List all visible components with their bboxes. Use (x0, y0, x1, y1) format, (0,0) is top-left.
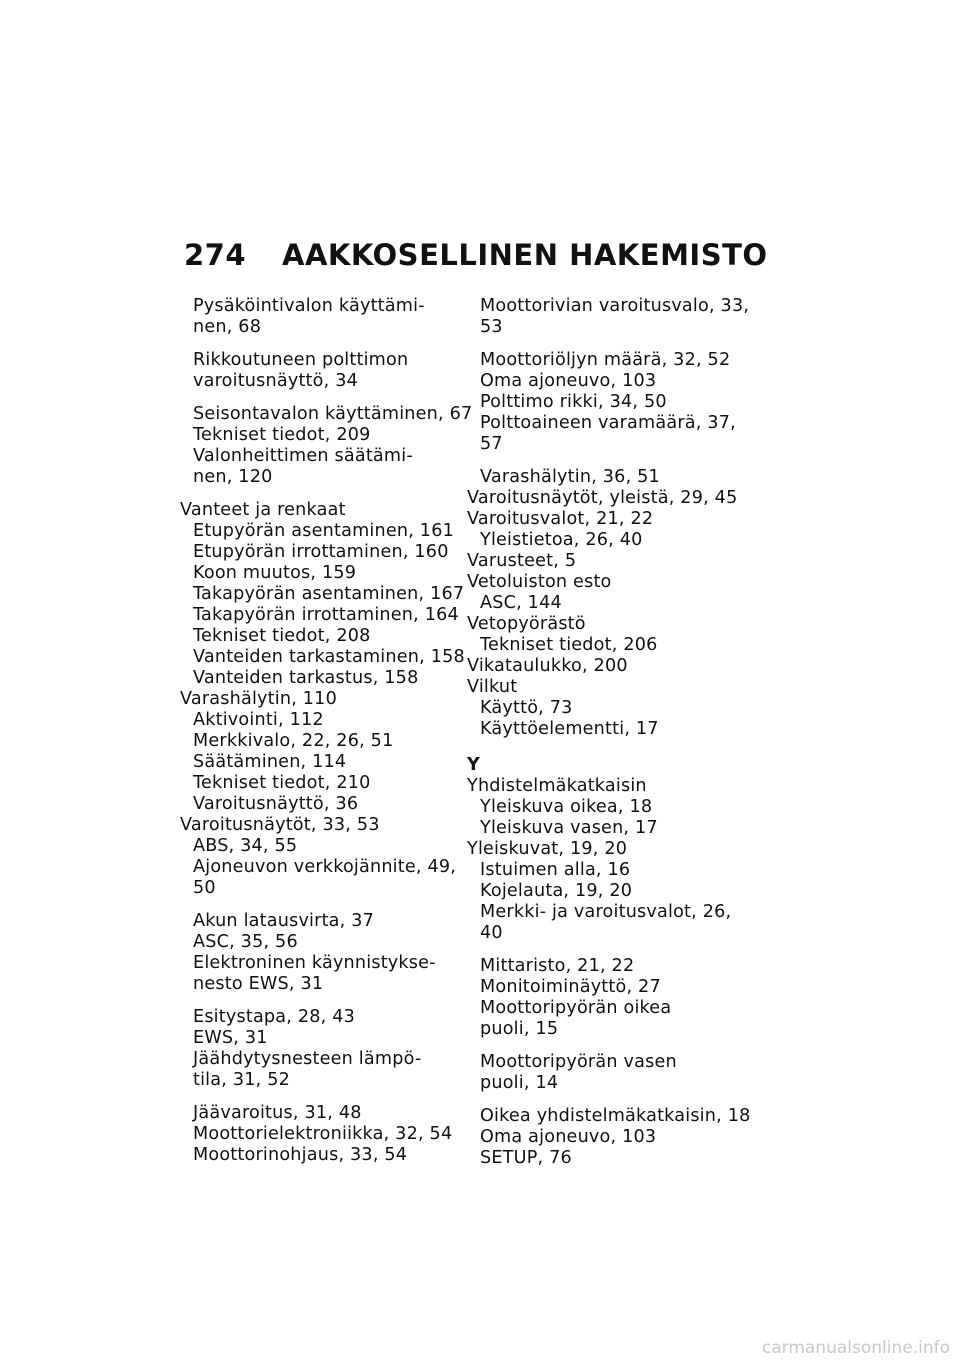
page-title: AAKKOSELLINEN HAKEMISTO (282, 238, 768, 272)
index-column-left (180, 296, 473, 1166)
index-subentry: Moottoriöljyn määrä, 32, 52 (480, 350, 731, 370)
index-entry: Varoitusnäytöt, yleistä, 29, 45 (467, 488, 738, 508)
index-subentry: Moottorielektroniikka, 32, 54 (193, 1124, 453, 1144)
index-subentry: Polttimo rikki, 34, 50 (480, 392, 667, 412)
index-subentry: Jäävaroitus, 31, 48 (193, 1103, 362, 1123)
index-subentry: EWS, 31 (193, 1028, 268, 1048)
watermark: carmanualsonline.info (761, 1338, 950, 1358)
index-entry: Yleiskuvat, 19, 20 (467, 839, 628, 859)
index-subentry: ASC, 144 (480, 593, 562, 613)
index-subentry: Käyttöelementti, 17 (480, 719, 659, 739)
index-subentry: nen, 68 (193, 317, 262, 337)
index-subentry: Esitystapa, 28, 43 (193, 1007, 356, 1027)
index-subentry: Pysäköintivalon käyttämi- (193, 296, 425, 316)
index-subentry: 57 (480, 434, 503, 454)
entry-spacer (180, 995, 452, 1007)
index-subentry: Polttoaineen varamäärä, 37, (480, 413, 736, 433)
index-subentry: Akun latausvirta, 37 (193, 911, 375, 931)
index-subentry: Moottoripyörän oikea (480, 998, 672, 1018)
index-subentry: Monitoiminäyttö, 27 (480, 977, 661, 997)
index-subentry: 50 (193, 878, 216, 898)
entry-spacer (467, 455, 747, 467)
entry-spacer (180, 338, 452, 350)
index-subentry: Tekniset tiedot, 210 (193, 773, 371, 793)
index-subentry: Säätäminen, 114 (193, 752, 347, 772)
entry-spacer (467, 944, 747, 956)
index-subentry: Varashälytin, 36, 51 (480, 467, 660, 487)
index-subentry: nesto EWS, 31 (193, 974, 324, 994)
index-subentry: Valonheittimen säätämi- (193, 446, 413, 466)
entry-spacer (467, 740, 747, 752)
index-entry: Vanteet ja renkaat (180, 500, 346, 520)
index-entry: Vetoluiston esto (467, 572, 612, 592)
index-entry: Yhdistelmäkatkaisin (467, 776, 647, 796)
index-subentry: 53 (480, 317, 503, 337)
index-entry: Vikataulukko, 200 (467, 656, 628, 676)
index-subentry: puoli, 14 (480, 1073, 559, 1093)
entry-spacer (180, 1091, 452, 1103)
index-subentry: Koon muutos, 159 (193, 563, 357, 583)
index-subentry: Varoitusnäyttö, 36 (193, 794, 359, 814)
index-subentry: ABS, 34, 55 (193, 836, 298, 856)
index-subentry: Merkki- ja varoitusvalot, 26, (480, 902, 732, 922)
index-subentry: Vanteiden tarkastus, 158 (193, 668, 419, 688)
index-subentry: Seisontavalon käyttäminen, 67 (193, 404, 473, 424)
index-subentry: Takapyörän asentaminen, 167 (193, 584, 465, 604)
index-entry: Varashälytin, 110 (180, 689, 337, 709)
index-subentry: 40 (480, 923, 503, 943)
index-subentry: Etupyörän irrottaminen, 160 (193, 542, 449, 562)
index-subentry: Oma ajoneuvo, 103 (480, 1127, 657, 1147)
index-subentry: Yleiskuva vasen, 17 (480, 818, 658, 838)
index-subentry: puoli, 15 (480, 1019, 559, 1039)
index-subentry: Tekniset tiedot, 209 (193, 425, 371, 445)
index-subentry: Yleistietoa, 26, 40 (480, 530, 643, 550)
index-subentry: Oikea yhdistelmäkatkaisin, 18 (480, 1106, 751, 1126)
index-column-right (467, 296, 751, 1169)
index-entry: Varusteet, 5 (467, 551, 577, 571)
index-subentry: Aktivointi, 112 (193, 710, 324, 730)
entry-spacer (467, 338, 747, 350)
page-number: 274 (184, 238, 247, 272)
index-subentry: Elektroninen käynnistykse- (193, 953, 436, 973)
index-subentry: Jäähdytysnesteen lämpö- (193, 1049, 422, 1069)
index-entry: Vetopyörästö (467, 614, 586, 634)
index-subentry: SETUP, 76 (480, 1148, 572, 1168)
index-letter-heading: Y (467, 755, 480, 775)
entry-spacer (180, 488, 452, 500)
index-subentry: tila, 31, 52 (193, 1070, 291, 1090)
index-subentry: Tekniset tiedot, 208 (193, 626, 371, 646)
index-entry: Varoitusnäytöt, 33, 53 (180, 815, 380, 835)
index-subentry: nen, 120 (193, 467, 273, 487)
index-subentry: Ajoneuvon verkkojännite, 49, (193, 857, 457, 877)
index-subentry: Rikkoutuneen polttimon (193, 350, 409, 370)
entry-spacer (467, 1094, 747, 1106)
index-subentry: Merkkivalo, 22, 26, 51 (193, 731, 394, 751)
index-entry: Varoitusvalot, 21, 22 (467, 509, 654, 529)
index-subentry: Takapyörän irrottaminen, 164 (193, 605, 459, 625)
entry-spacer (180, 899, 452, 911)
index-subentry: Moottoripyörän vasen (480, 1052, 677, 1072)
index-subentry: Tekniset tiedot, 206 (480, 635, 658, 655)
index-subentry: Oma ajoneuvo, 103 (480, 371, 657, 391)
index-subentry: Moottorivian varoitusvalo, 33, (480, 296, 750, 316)
index-subentry: Etupyörän asentaminen, 161 (193, 521, 454, 541)
index-subentry: Käyttö, 73 (480, 698, 573, 718)
index-subentry: varoitusnäyttö, 34 (193, 371, 358, 391)
entry-spacer (467, 1040, 747, 1052)
index-subentry: Istuimen alla, 16 (480, 860, 631, 880)
index-subentry: Kojelauta, 19, 20 (480, 881, 633, 901)
index-subentry: Moottorinohjaus, 33, 54 (193, 1145, 408, 1165)
index-subentry: Mittaristo, 21, 22 (480, 956, 635, 976)
index-subentry: ASC, 35, 56 (193, 932, 298, 952)
entry-spacer (180, 392, 452, 404)
index-subentry: Yleiskuva oikea, 18 (480, 797, 653, 817)
index-subentry: Vanteiden tarkastaminen, 158 (193, 647, 465, 667)
page-header (184, 238, 768, 272)
index-entry: Vilkut (467, 677, 518, 697)
